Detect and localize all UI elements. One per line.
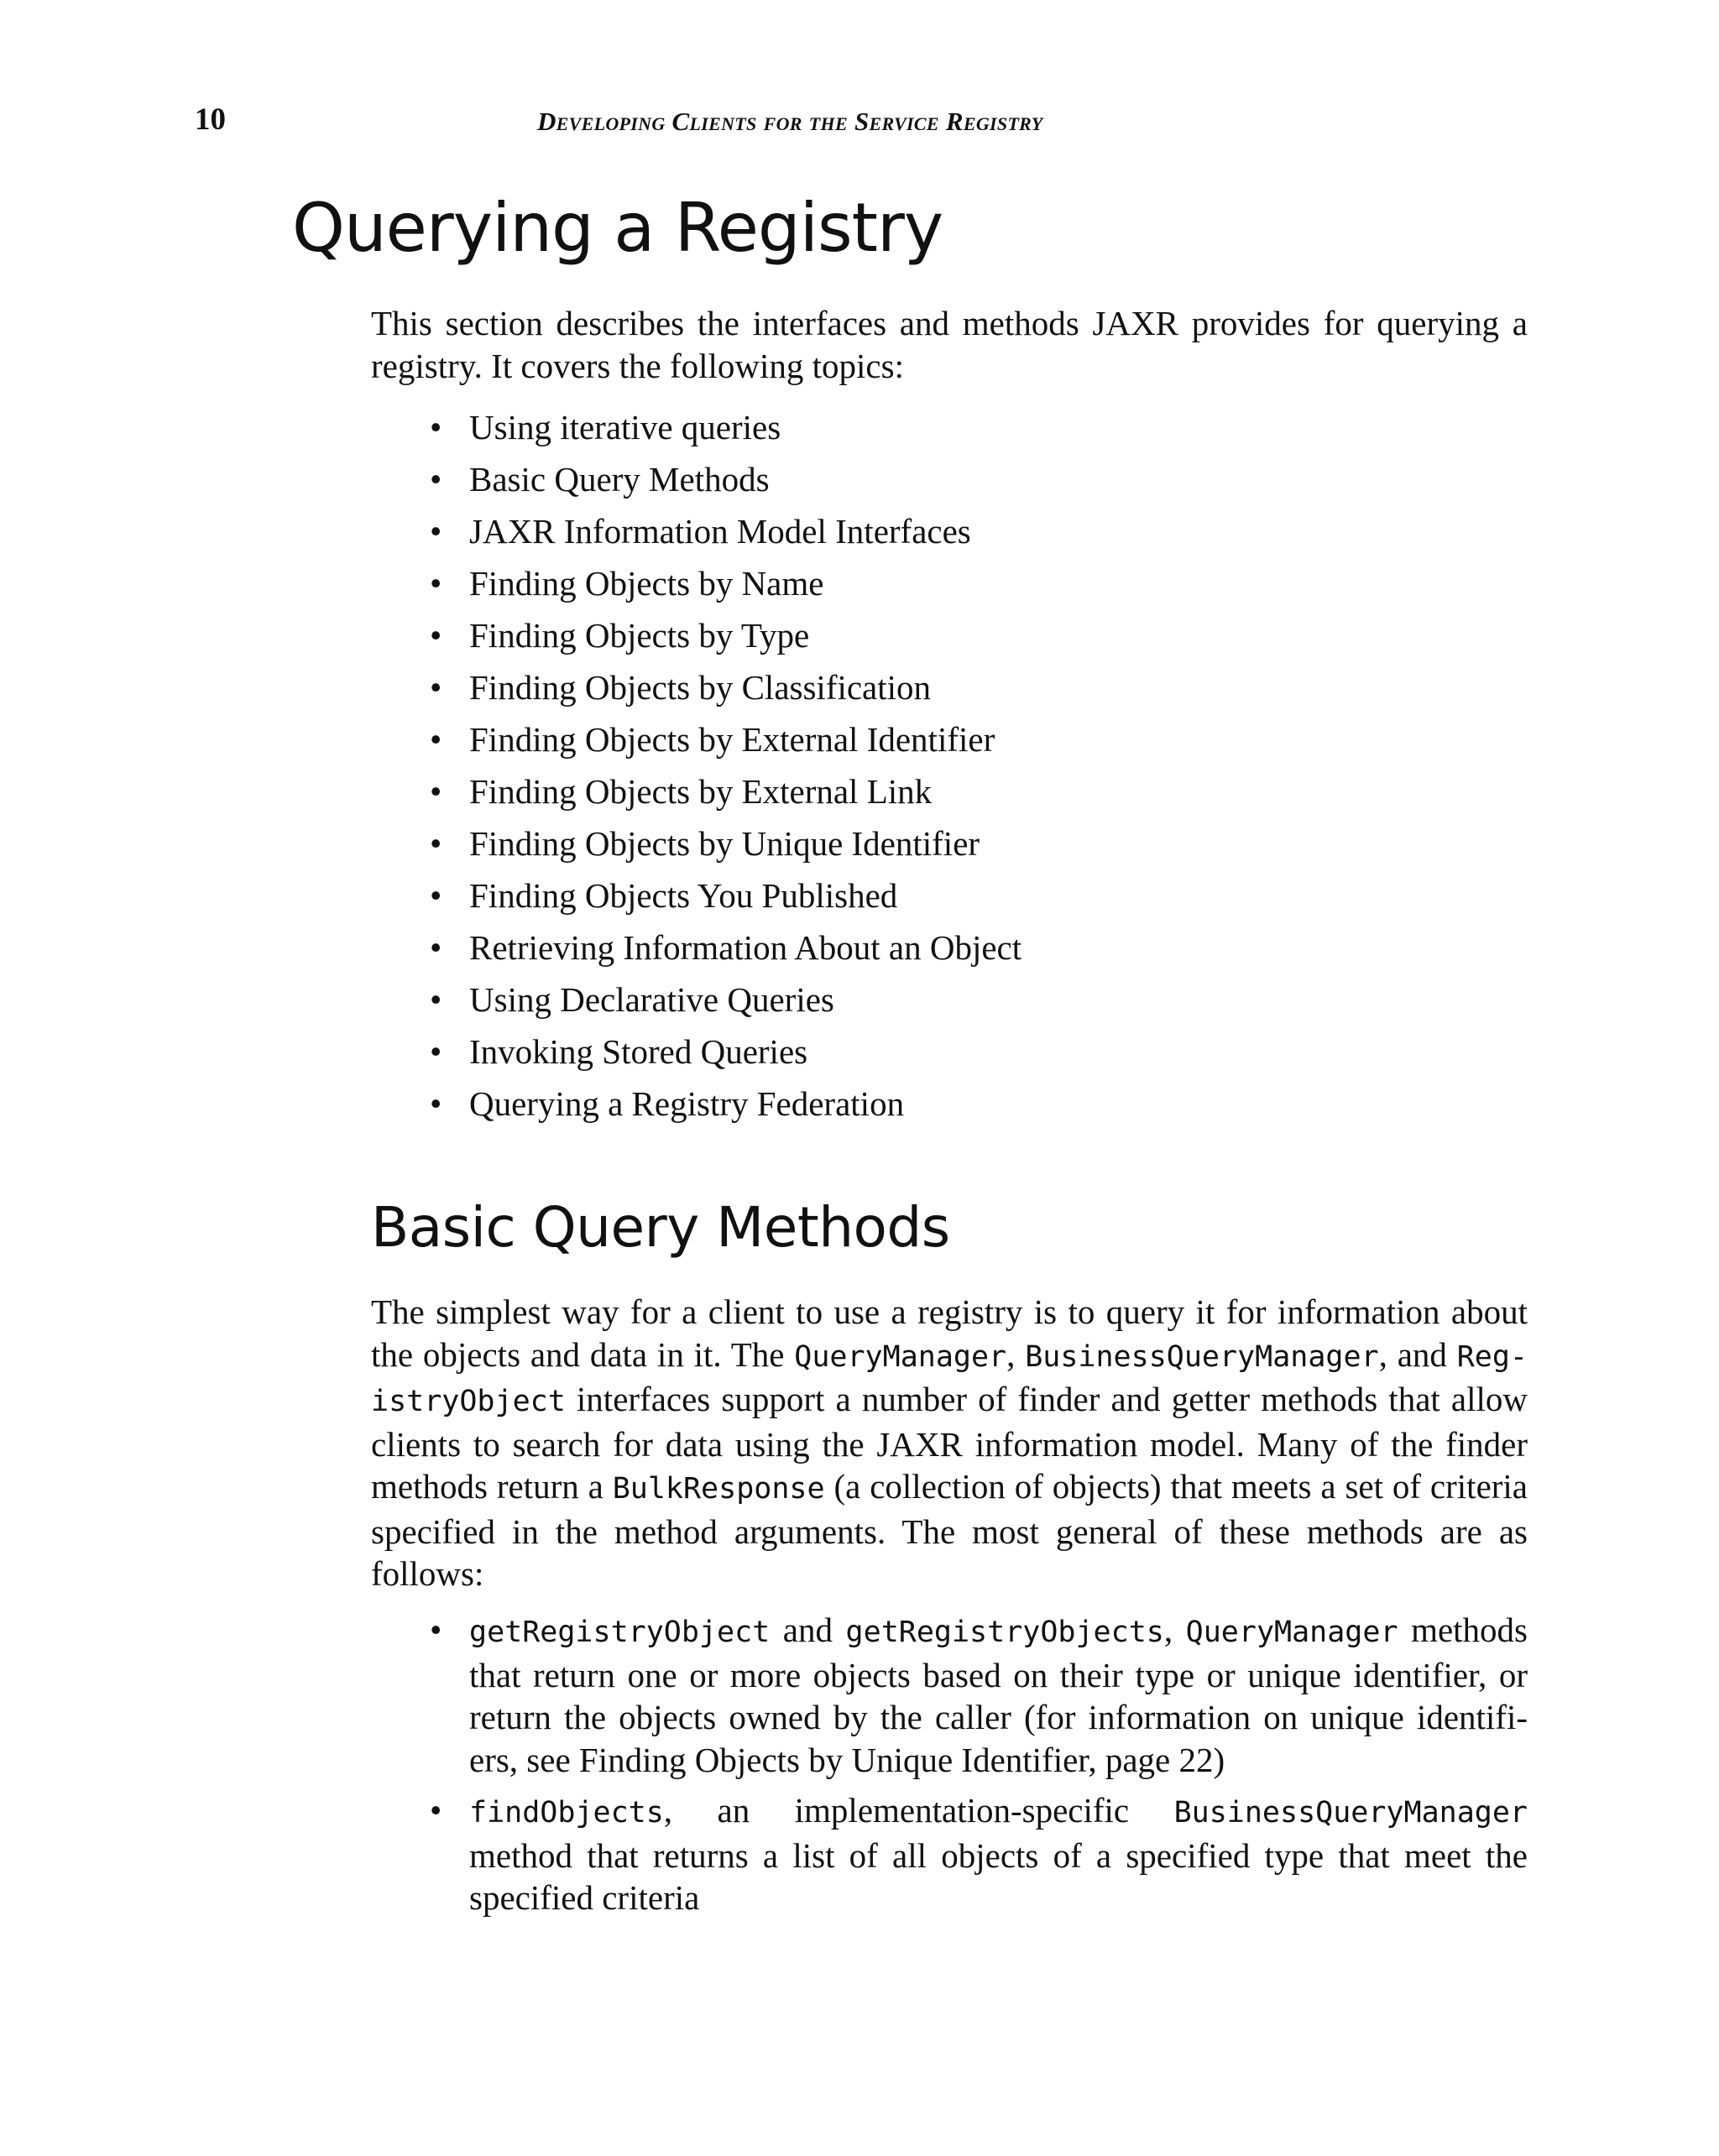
paragraph-text: interfaces support a number of finder and getter methods that allow clients to search for data using the JAXR information model. Many of the finder methods return a — [371, 1380, 1528, 1506]
topic-text: Finding Objects by Name — [469, 564, 824, 603]
topic-list-item — [371, 817, 1021, 869]
topic-text: Using iterative queries — [469, 408, 781, 446]
topic-list-item — [371, 1026, 1021, 1078]
code-term: findObjects — [469, 1796, 664, 1830]
topic-text: Finding Objects by External Link — [469, 772, 933, 811]
code-term: BulkResponse — [612, 1472, 825, 1506]
method-text: and — [770, 1610, 846, 1649]
page-number: 10 — [195, 102, 226, 137]
bullet-icon: • — [430, 1084, 442, 1123]
topic-text: Finding Objects You Published — [469, 876, 898, 915]
paragraph-text: The simplest way for a client to use a registry is to query it for information about the objects and data in it. The — [371, 1292, 1528, 1374]
bullet-icon: • — [430, 512, 442, 551]
topic-list-item — [371, 869, 1021, 921]
running-header — [0, 99, 1719, 141]
topic-text: Finding Objects by External Identifier — [469, 720, 995, 759]
bullet-icon: • — [430, 876, 442, 915]
topic-text: Finding Objects by Classification — [469, 668, 932, 707]
bullet-icon: • — [430, 980, 442, 1019]
topic-list-item — [371, 401, 1021, 453]
paragraph-text: , and — [1378, 1334, 1457, 1374]
code-term: BusinessQueryManager — [1173, 1796, 1528, 1830]
bullet-icon: • — [430, 928, 442, 967]
section-heading: Querying a Registry — [292, 189, 943, 267]
topic-text: JAXR Information Model Interfaces — [469, 512, 971, 551]
code-term: getRegistryObjects — [845, 1616, 1164, 1649]
code-term: QueryManager — [1185, 1616, 1398, 1649]
bullet-icon: • — [430, 1610, 442, 1649]
topic-list-item — [371, 713, 1021, 765]
topic-text: Querying a Registry Federation — [469, 1084, 905, 1123]
method-list-item — [371, 1609, 1528, 1781]
topic-text: Using Declarative Queries — [469, 980, 834, 1019]
bullet-icon: • — [430, 668, 442, 707]
running-title: Developing Clients for the Service Registry — [537, 107, 1043, 136]
topic-list-item — [371, 1078, 1021, 1130]
topic-list-item — [371, 453, 1021, 505]
bullet-icon: • — [430, 1032, 442, 1071]
bullet-icon: • — [430, 460, 442, 499]
method-list-item — [371, 1789, 1528, 1919]
paragraph-text: (a collection of objects) that meets a set of criteria specified in the method arguments. The most general of these methods are as follows: — [371, 1467, 1528, 1593]
topic-list-item — [371, 974, 1021, 1026]
topic-list-item — [371, 921, 1021, 974]
bullet-icon: • — [430, 720, 442, 759]
topic-text: Retrieving Information About an Object — [469, 928, 1022, 967]
topic-text: Finding Objects by Type — [469, 616, 810, 655]
code-term: getRegistryObject — [469, 1616, 771, 1649]
intro-paragraph: This section describes the interfaces and methods JAXR provides for querying a registry. It covers the following topics: — [371, 304, 1528, 385]
method-text: methods that return one or more objects based on their type or unique identifier, or return the objects owned by the caller (for information on unique identifi-ers, see Finding Objects by Unique Identifier, page 22) — [469, 1610, 1528, 1779]
method-list — [371, 1609, 1528, 1928]
code-term: QueryManager — [794, 1339, 1007, 1374]
bullet-icon: • — [430, 1791, 442, 1830]
method-text: method that returns a list of all objects of a specified type that meet the specified criteria — [469, 1835, 1528, 1917]
topic-list-item — [371, 661, 1021, 713]
topic-list — [371, 401, 1021, 1130]
bullet-icon: • — [430, 824, 442, 863]
topic-list-item — [371, 557, 1021, 609]
bullet-icon: • — [430, 616, 442, 655]
method-text: , — [1163, 1610, 1186, 1649]
paragraph-text: , — [1006, 1334, 1026, 1374]
code-term: BusinessQueryManager — [1025, 1339, 1379, 1374]
subsection-heading: Basic Query Methods — [371, 1195, 950, 1260]
topic-list-item — [371, 505, 1021, 557]
bullet-icon: • — [430, 564, 442, 603]
bullet-icon: • — [430, 408, 442, 446]
body-paragraph — [371, 1291, 1528, 1595]
topic-text: Basic Query Methods — [469, 460, 770, 499]
method-text: , an implementation-specific — [663, 1791, 1174, 1830]
topic-text: Finding Objects by Unique Identifier — [469, 824, 980, 863]
topic-list-item — [371, 765, 1021, 817]
bullet-icon: • — [430, 772, 442, 811]
topic-list-item — [371, 609, 1021, 661]
topic-text: Invoking Stored Queries — [469, 1032, 808, 1071]
code-term: Reg-istryObject — [371, 1339, 1528, 1418]
